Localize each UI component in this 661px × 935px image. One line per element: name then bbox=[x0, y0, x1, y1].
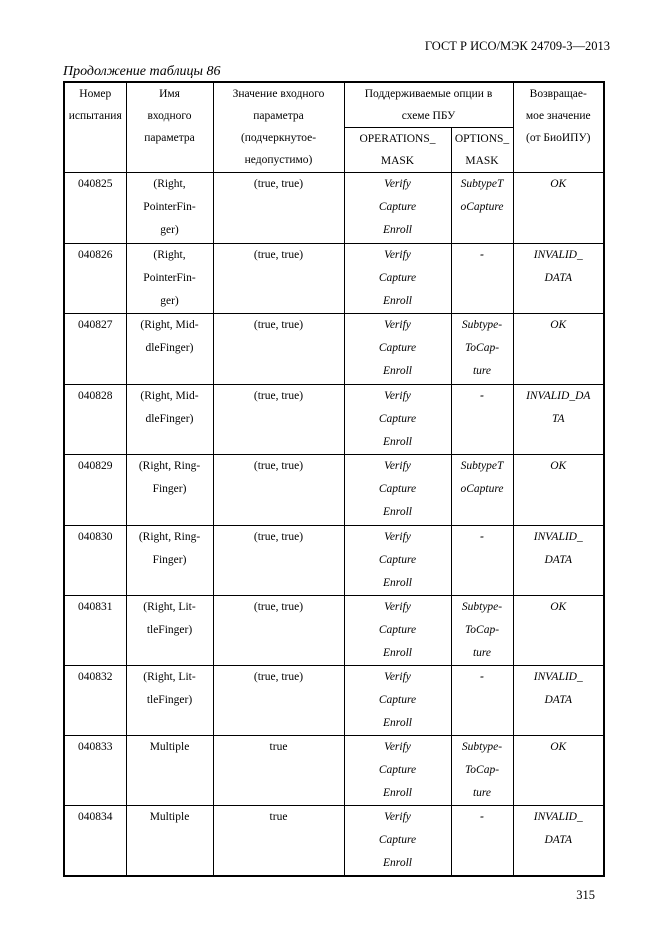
cell-operations-mask: Verify Capture Enroll bbox=[344, 173, 451, 244]
cell-operations-mask: Verify Capture Enroll bbox=[344, 385, 451, 455]
header-param-value: Значение входного параметра (подчеркнутое- недопустимо) bbox=[213, 82, 344, 173]
table-row bbox=[64, 173, 604, 244]
header-options-mask: OPTIONS_ MASK bbox=[451, 128, 513, 173]
cell-param-value: (true, true) bbox=[213, 314, 344, 385]
cell-options-mask: - bbox=[451, 244, 513, 314]
table-row bbox=[64, 736, 604, 806]
page-number: 315 bbox=[576, 888, 595, 902]
cell-param-value: (true, true) bbox=[213, 173, 344, 244]
cell-param-name: (Right, Ring- Finger) bbox=[126, 526, 213, 596]
cell-operations-mask: Verify Capture Enroll bbox=[344, 455, 451, 526]
cell-options-mask: Subtype- ToCap- ture bbox=[451, 314, 513, 385]
standard-header: ГОСТ Р ИСО/МЭК 24709-3—2013 bbox=[424, 39, 610, 53]
cell-param-name: (Right, Lit- tleFinger) bbox=[126, 596, 213, 666]
cell-param-value: (true, true) bbox=[213, 526, 344, 596]
cell-param-value: true bbox=[213, 736, 344, 806]
cell-return-value: OK bbox=[513, 314, 604, 385]
cell-param-name: (Right, PointerFin- ger) bbox=[126, 244, 213, 314]
cell-return-value: INVALID_ DATA bbox=[513, 526, 604, 596]
cell-test-number: 040833 bbox=[64, 736, 126, 806]
cell-operations-mask: Verify Capture Enroll bbox=[344, 806, 451, 877]
spec-table bbox=[63, 81, 605, 877]
table-row bbox=[64, 244, 604, 314]
cell-test-number: 040834 bbox=[64, 806, 126, 877]
header-param-name: Имя входного параметра bbox=[126, 82, 213, 173]
cell-return-value: INVALID_ DATA bbox=[513, 244, 604, 314]
cell-param-name: (Right, Mid- dleFinger) bbox=[126, 314, 213, 385]
table-row bbox=[64, 806, 604, 877]
cell-param-value: (true, true) bbox=[213, 666, 344, 736]
cell-return-value: OK bbox=[513, 173, 604, 244]
cell-return-value: OK bbox=[513, 736, 604, 806]
cell-test-number: 040831 bbox=[64, 596, 126, 666]
cell-options-mask: Subtype- ToCap- ture bbox=[451, 736, 513, 806]
header-test-number: Номер испытания bbox=[64, 82, 126, 173]
cell-param-value: (true, true) bbox=[213, 455, 344, 526]
cell-options-mask: - bbox=[451, 666, 513, 736]
cell-test-number: 040830 bbox=[64, 526, 126, 596]
cell-return-value: OK bbox=[513, 596, 604, 666]
table-row bbox=[64, 314, 604, 385]
cell-test-number: 040825 bbox=[64, 173, 126, 244]
cell-param-name: (Right, Mid- dleFinger) bbox=[126, 385, 213, 455]
table-row bbox=[64, 526, 604, 596]
header-supported-options: Поддерживаемые опции в схеме ПБУ bbox=[344, 82, 513, 128]
table-row bbox=[64, 596, 604, 666]
cell-operations-mask: Verify Capture Enroll bbox=[344, 736, 451, 806]
table-row bbox=[64, 666, 604, 736]
cell-options-mask: - bbox=[451, 806, 513, 877]
cell-return-value: INVALID_DA TA bbox=[513, 385, 604, 455]
cell-test-number: 040828 bbox=[64, 385, 126, 455]
cell-operations-mask: Verify Capture Enroll bbox=[344, 596, 451, 666]
cell-options-mask: - bbox=[451, 526, 513, 596]
cell-options-mask: - bbox=[451, 385, 513, 455]
cell-operations-mask: Verify Capture Enroll bbox=[344, 314, 451, 385]
cell-test-number: 040832 bbox=[64, 666, 126, 736]
table-row bbox=[64, 455, 604, 526]
cell-operations-mask: Verify Capture Enroll bbox=[344, 244, 451, 314]
cell-operations-mask: Verify Capture Enroll bbox=[344, 666, 451, 736]
cell-options-mask: SubtypeT oCapture bbox=[451, 455, 513, 526]
cell-param-value: (true, true) bbox=[213, 385, 344, 455]
table-caption: Продолжение таблицы 86 bbox=[63, 64, 221, 79]
cell-param-name: (Right, PointerFin- ger) bbox=[126, 173, 213, 244]
cell-param-name: (Right, Lit- tleFinger) bbox=[126, 666, 213, 736]
header-return-value: Возвращае- мое значение (от БиоИПУ) bbox=[513, 82, 604, 173]
cell-operations-mask: Verify Capture Enroll bbox=[344, 526, 451, 596]
cell-test-number: 040829 bbox=[64, 455, 126, 526]
cell-test-number: 040827 bbox=[64, 314, 126, 385]
cell-options-mask: SubtypeT oCapture bbox=[451, 173, 513, 244]
cell-param-value: (true, true) bbox=[213, 244, 344, 314]
cell-return-value: INVALID_ DATA bbox=[513, 806, 604, 877]
table-row bbox=[64, 385, 604, 455]
cell-param-name: Multiple bbox=[126, 736, 213, 806]
cell-param-name: Multiple bbox=[126, 806, 213, 877]
cell-test-number: 040826 bbox=[64, 244, 126, 314]
cell-param-value: true bbox=[213, 806, 344, 877]
cell-return-value: OK bbox=[513, 455, 604, 526]
cell-options-mask: Subtype- ToCap- ture bbox=[451, 596, 513, 666]
cell-return-value: INVALID_ DATA bbox=[513, 666, 604, 736]
cell-param-value: (true, true) bbox=[213, 596, 344, 666]
cell-param-name: (Right, Ring- Finger) bbox=[126, 455, 213, 526]
header-operations-mask: OPERATIONS_ MASK bbox=[344, 128, 451, 173]
